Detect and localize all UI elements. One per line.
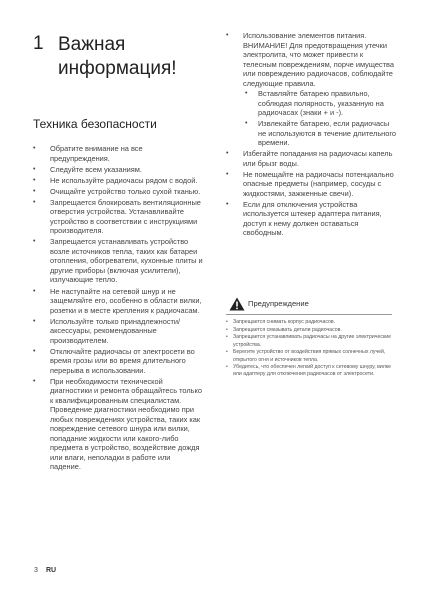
warning-item: • Берегите устройство от воздействия прямых солнечных лучей, открытого огня и источников тепла. bbox=[226, 349, 392, 363]
list-item: • Не помещайте на радиочасы потенциально опасные предметы (например, сосуды с жидкостями, зажженные свечи). bbox=[226, 170, 396, 199]
warning-triangle-icon bbox=[229, 297, 245, 311]
list-item: • Очищайте устройство только сухой тканью. bbox=[33, 187, 203, 197]
list-item: • Обратите внимание на все предупреждения. bbox=[33, 144, 203, 163]
battery-intro-text: Использование элементов питания. ВНИМАНИЕ! Для предотвращения утечки электролита, что может привести к телесным повреждениям, порче имущества или повреждению радиочасов, соблюдайте следующие правила. bbox=[243, 31, 394, 88]
chapter-title: Важная информация! bbox=[58, 34, 177, 79]
battery-sublist bbox=[243, 89, 396, 148]
list-item: • Запрещается блокировать вентиляционные отверстия устройства. Устанавливайте устройство в соответствии с инструкциями производителя. bbox=[33, 198, 203, 236]
list-item: • Избегайте попадания на радиочасы капель или брызг воды. bbox=[226, 149, 396, 168]
warning-item: • Запрещается устанавливать радиочасы на другие электрические устройства. bbox=[226, 334, 392, 348]
warning-item: • Запрещается смазывать детали радиочасов. bbox=[226, 327, 392, 334]
warning-header bbox=[226, 294, 392, 315]
list-item: • Отключайте радиочасы от электросети во время грозы или во время длительного перерыва в использовании. bbox=[33, 347, 203, 376]
warning-item: • Убедитесь, что обеспечен легкий доступ к сетевому шнуру, вилке или адаптеру для отключения радиочасов от электросети. bbox=[226, 364, 392, 378]
list-item: • Не используйте радиочасы рядом с водой. bbox=[33, 176, 203, 186]
list-item-battery bbox=[226, 31, 396, 148]
safety-list-right bbox=[226, 31, 396, 239]
warning-list bbox=[226, 319, 392, 379]
list-item: • При необходимости технической диагностики и ремонта обращайтесь только к квалифицированным специалистам. Проведение диагностики необходимо при любых повреждениях устройства, таких как повреждение сетевого шнура или вилки, попадание жидкости или какого-либо предмета в устройство, воздействие дождя или влаги, неполадки в работе или падение. bbox=[33, 377, 203, 472]
section-title: Техника безопасности bbox=[33, 117, 157, 131]
warning-item: • Запрещается снимать корпус радиочасов. bbox=[226, 319, 392, 326]
warning-label: Предупреждение bbox=[248, 299, 309, 308]
list-item: • Используйте только принадлежности/аксессуары, рекомендованные производителем. bbox=[33, 317, 203, 346]
list-item: • Если для отключения устройства используется штекер адаптера питания, доступ к нему должен оставаться свободным. bbox=[226, 200, 396, 238]
list-item: • Следуйте всем указаниям. bbox=[33, 165, 203, 175]
sub-list-item: • Извлекайте батарею, если радиочасы не используются в течение длительного времени. bbox=[243, 119, 396, 148]
language-code: RU bbox=[46, 567, 57, 574]
sub-list-item: • Вставляйте батарею правильно, соблюдая полярность, указанную на радиочасах (знаки + и -). bbox=[243, 89, 396, 118]
warning-box bbox=[226, 294, 392, 379]
list-item: • Не наступайте на сетевой шнур и не защемляйте его, особенно в области вилки, розетки и в месте крепления к радиочасам. bbox=[33, 287, 203, 316]
page-number: 3 bbox=[34, 567, 38, 574]
list-item: • Запрещается устанавливать устройство возле источников тепла, таких как батареи отопления, обогреватели, кухонные плиты и другие приборы (включая усилители), излучающие тепло. bbox=[33, 237, 203, 285]
chapter-number: 1 bbox=[33, 33, 44, 54]
safety-list-left bbox=[33, 144, 203, 473]
